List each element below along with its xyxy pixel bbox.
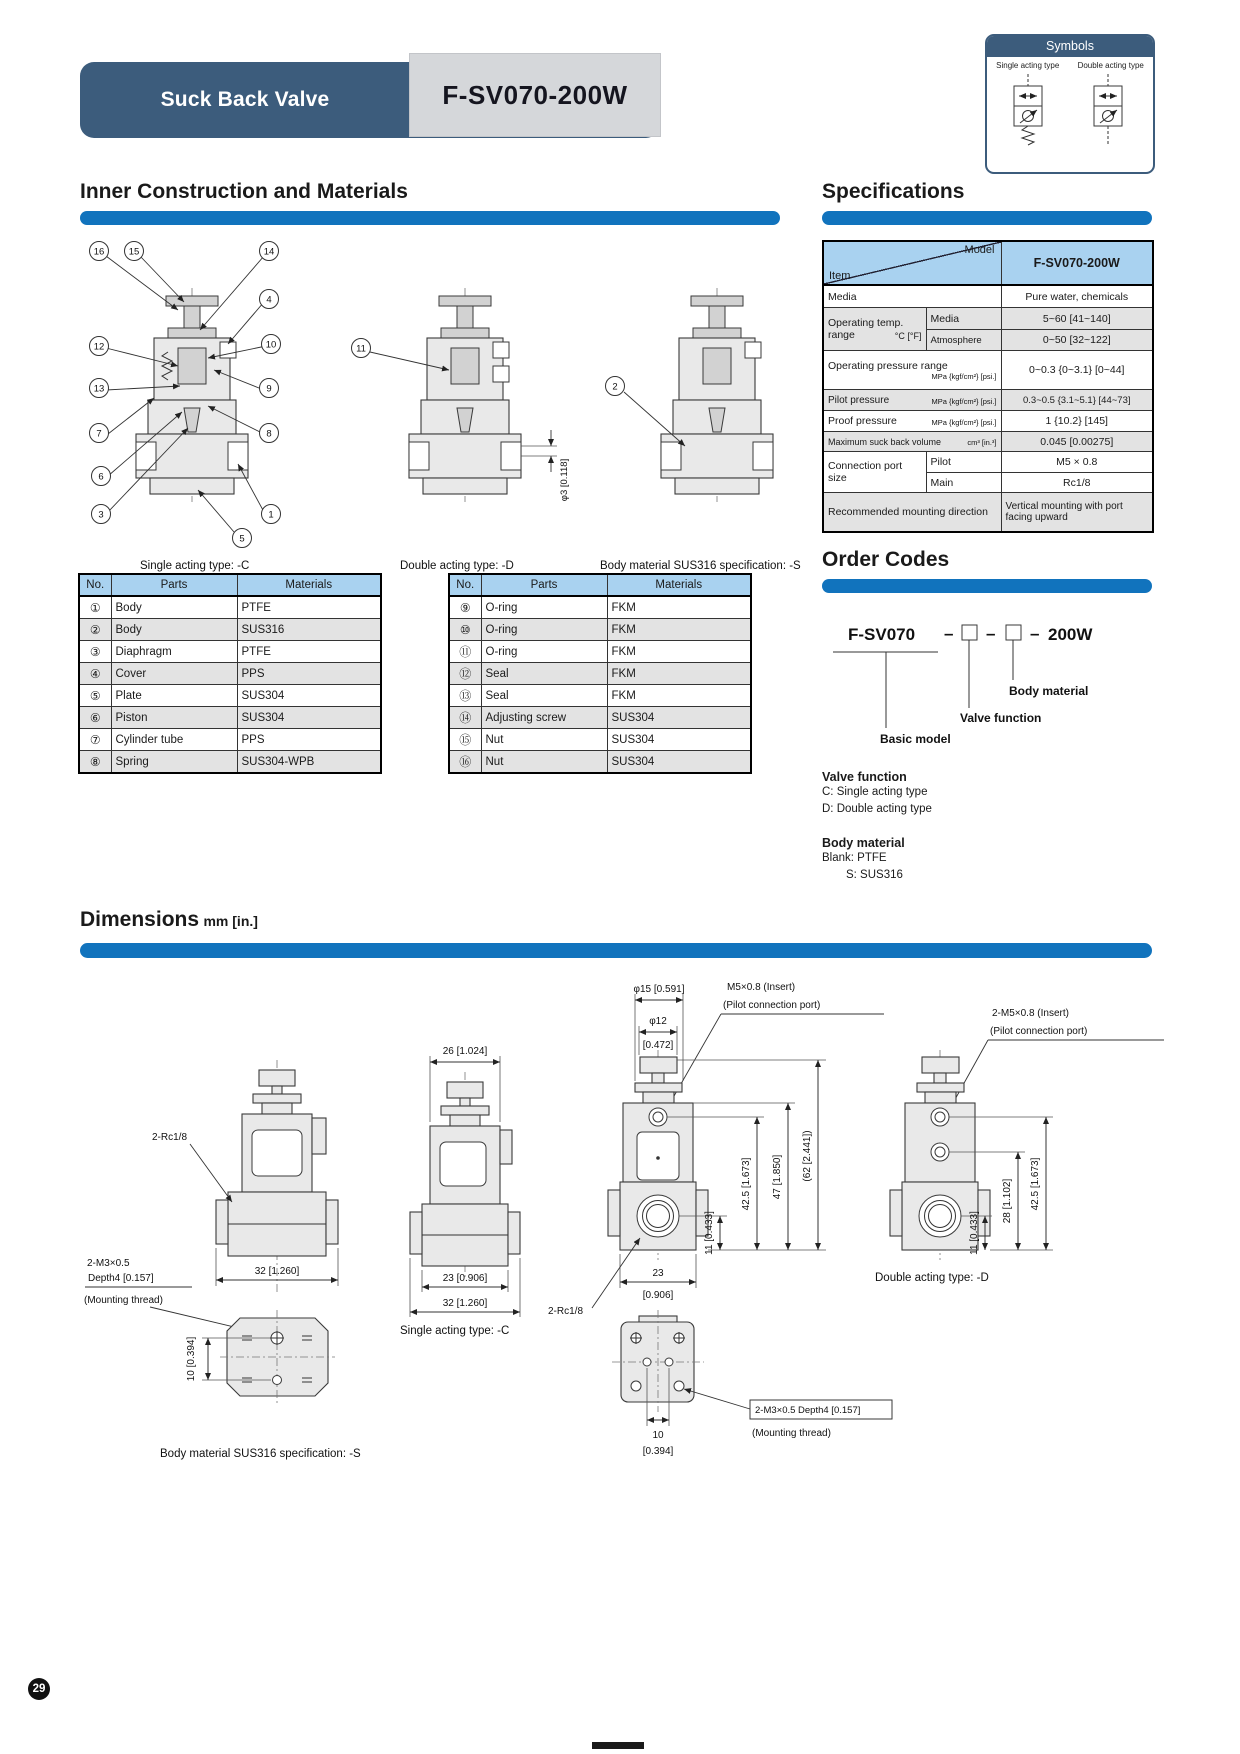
svg-text:10: 10 [265, 339, 277, 351]
spec-row-media [823, 285, 1153, 308]
part-material: PPS [237, 663, 381, 685]
connection-label-line2: size [828, 472, 847, 484]
valve-symbols-diagram [987, 70, 1149, 162]
order-label-valve: Valve function [960, 711, 1042, 725]
c-insert-label: M5×0.8 (Insert) [727, 982, 796, 993]
d-h28-dim: 28 [1.102] [1002, 1178, 1013, 1224]
print-registration-mark [592, 1742, 644, 1749]
dims-section-title [80, 908, 258, 932]
spec-row-mounting [823, 493, 1153, 533]
caption-sus316: Body material SUS316 specification: -S [600, 560, 801, 572]
table-row [79, 619, 381, 641]
specs-model-header: F-SV070-200W [1001, 241, 1153, 285]
part-name: Piston [111, 707, 237, 729]
optemp-atmos-sublabel: Atmosphere [926, 330, 1001, 351]
callout-8 [260, 424, 279, 443]
part-name: Cover [111, 663, 237, 685]
product-category: Suck Back Valve [160, 88, 330, 111]
order-section-title: Order Codes [822, 548, 950, 571]
proof-pressure-value: 1 {10.2} [145] [1001, 411, 1153, 432]
c-h11-dim: 11 [0.433] [704, 1211, 715, 1255]
a-mount-line3: (Mounting thread) [84, 1295, 163, 1306]
table-row [449, 729, 751, 751]
connection-label-line1: Connection port [828, 460, 903, 472]
part-no: ⑮ [449, 729, 481, 751]
c-w23b-dim: [0.906] [642, 1290, 674, 1301]
body-material-option-s: S: SUS316 [846, 869, 903, 881]
a-mount-line1: 2-M3×0.5 [87, 1258, 130, 1269]
part-material: PPS [237, 729, 381, 751]
order-section-bar [822, 579, 1152, 593]
svg-text:12: 12 [93, 341, 105, 353]
part-material: PTFE [237, 641, 381, 663]
optemp-atmos-value: 0~50 [32~122] [1001, 330, 1153, 351]
c-h425-dim: 42.5 [1.673] [741, 1157, 752, 1211]
part-name: O-ring [481, 641, 607, 663]
symbols-double-label: Double acting type [1077, 61, 1144, 70]
valve-function-legend [822, 770, 1122, 818]
suckback-value: 0.045 [0.00275] [1001, 432, 1153, 452]
connection-label [823, 452, 926, 493]
svg-text:2: 2 [612, 381, 618, 393]
parts-right-col-materials: Materials [607, 574, 751, 596]
single-acting-symbol [1014, 74, 1042, 145]
spec-row-proof-pressure [823, 411, 1153, 432]
part-no: ⑯ [449, 751, 481, 774]
callout-12 [90, 337, 109, 356]
part-name: Diaphragm [111, 641, 237, 663]
callout-15 [125, 242, 144, 261]
mounting-label: Recommended mounting direction [823, 493, 1001, 533]
model-number: F-SV070-200W [442, 79, 628, 110]
parts-right-col-parts: Parts [481, 574, 607, 596]
svg-text:16: 16 [93, 246, 105, 258]
parts-table-right [448, 573, 752, 774]
oppress-unit: MPa {kgf/cm²} [psi.] [931, 371, 997, 381]
corner-model-label: Model [964, 244, 995, 256]
page-number: 29 [32, 1683, 46, 1695]
part-name: Plate [111, 685, 237, 707]
suckback-text: Maximum suck back volume [828, 436, 942, 447]
part-name: Seal [481, 685, 607, 707]
part-no: ② [79, 619, 111, 641]
svg-text:11: 11 [356, 343, 366, 355]
parts-left-col-parts: Parts [111, 574, 237, 596]
callout-4 [260, 290, 279, 309]
a-port-label: 2-Rc1/8 [152, 1132, 188, 1143]
inner-section-bar [80, 211, 780, 225]
spec-row-conn-pilot [823, 452, 1153, 473]
table-row [449, 663, 751, 685]
order-label-basic: Basic model [880, 732, 951, 746]
table-row [449, 685, 751, 707]
order-box-body-material [1006, 625, 1021, 640]
part-name: Nut [481, 751, 607, 774]
callout-6 [92, 467, 111, 486]
part-no: ⑬ [449, 685, 481, 707]
specifications-table [822, 240, 1154, 533]
dims-unit-text: mm [in.] [203, 913, 258, 929]
table-row [449, 641, 751, 663]
cross-section-double-acting [345, 240, 625, 552]
valve-function-option-c: C: Single acting type [822, 786, 928, 798]
parts-right-col-no: No. [449, 574, 481, 596]
callout-7 [90, 424, 109, 443]
dim-drawing-double [860, 990, 1190, 1280]
callout-9 [260, 379, 279, 398]
svg-text:9: 9 [266, 383, 272, 395]
valve-function-title: Valve function [822, 770, 907, 784]
part-name: Adjusting screw [481, 707, 607, 729]
optemp-label-line2: range [828, 329, 855, 341]
suckback-unit: cm³ [in.³] [967, 437, 997, 447]
double-acting-symbol [1094, 74, 1122, 146]
spec-row-optemp-media [823, 308, 1153, 330]
table-row [79, 596, 381, 619]
d-pport-label: (Pilot connection port) [990, 1026, 1088, 1037]
part-name: Body [111, 619, 237, 641]
part-material: SUS316 [237, 619, 381, 641]
symbols-title: Symbols [987, 36, 1153, 57]
part-material: SUS304 [237, 685, 381, 707]
oppress-value: 0~0.3 {0~3.1} [0~44] [1001, 351, 1153, 390]
proof-pressure-unit: MPa {kgf/cm²} [psi.] [931, 418, 997, 427]
callout-10 [262, 335, 281, 354]
part-no: ① [79, 596, 111, 619]
body-material-option-blank: Blank: PTFE [822, 852, 887, 864]
part-no: ⑨ [449, 596, 481, 619]
part-name: Body [111, 596, 237, 619]
part-name: Spring [111, 751, 237, 774]
table-row [79, 641, 381, 663]
proof-pressure-label [823, 411, 1001, 432]
part-material: FKM [607, 641, 751, 663]
order-box-valve-function [962, 625, 977, 640]
b-caption: Single acting type: -C [400, 1325, 510, 1337]
table-row [449, 619, 751, 641]
pilot-pressure-text: Pilot pressure [828, 394, 890, 406]
part-no: ⑫ [449, 663, 481, 685]
part-no: ③ [79, 641, 111, 663]
svg-text:1: 1 [268, 509, 274, 521]
suckback-label [823, 432, 1001, 452]
dims-section-bar [80, 943, 1152, 958]
c-d12-dim: φ12 [649, 1016, 667, 1027]
specs-section-bar [822, 211, 1152, 225]
part-material: SUS304 [607, 707, 751, 729]
dims-title-text: Dimensions [80, 908, 200, 931]
c-mount-line1: 2-M3×0.5 Depth4 [0.157] [755, 1405, 861, 1416]
optemp-media-value: 5~60 [41~140] [1001, 308, 1153, 330]
c-d15-dim: φ15 [0.591] [633, 984, 685, 995]
part-material: FKM [607, 663, 751, 685]
conn-pilot-value: M5 × 0.8 [1001, 452, 1153, 473]
pilot-pressure-unit: MPa {kgf/cm²} [psi.] [931, 396, 997, 406]
pilot-pressure-value: 0.3~0.5 {3.1~5.1} [44~73] [1001, 390, 1153, 411]
body-material-title: Body material [822, 836, 905, 850]
order-code-diagram [822, 600, 1172, 760]
part-material: PTFE [237, 596, 381, 619]
callout-13 [90, 379, 109, 398]
conn-main-sublabel: Main [926, 473, 1001, 493]
c-mount-line2: (Mounting thread) [752, 1428, 831, 1439]
callout-11 [352, 339, 371, 358]
callout-5 [233, 529, 252, 548]
order-label-body: Body material [1009, 684, 1089, 698]
table-row [449, 596, 751, 619]
b-w23-dim: 23 [0.906] [442, 1273, 488, 1284]
model-number-box [410, 54, 660, 136]
specs-section-title: Specifications [822, 180, 965, 203]
svg-text:15: 15 [128, 246, 140, 258]
order-dash-1: – [944, 624, 954, 643]
d-caption: Double acting type: -D [875, 1272, 989, 1284]
mounting-value: Vertical mounting with port facing upward [1001, 493, 1153, 533]
part-no: ⑩ [449, 619, 481, 641]
table-row [449, 751, 751, 774]
media-value: Pure water, chemicals [1001, 285, 1153, 308]
optemp-media-sublabel: Media [926, 308, 1001, 330]
c-d12b-dim: [0.472] [642, 1040, 674, 1051]
dim-drawing-pilot [540, 960, 900, 1480]
spec-row-oppress [823, 351, 1153, 390]
specs-corner-cell [823, 241, 1001, 285]
callout-3 [92, 505, 111, 524]
b-top-dim: 26 [1.024] [442, 1046, 488, 1057]
corner-item-label: Item [829, 270, 851, 282]
inner-section-title: Inner Construction and Materials [80, 180, 408, 203]
svg-text:4: 4 [266, 294, 272, 306]
part-name: Nut [481, 729, 607, 751]
a-width-dim: 32 [1.260] [254, 1266, 300, 1277]
table-row [79, 707, 381, 729]
c-h62-dim: (62 [2.441]) [802, 1130, 813, 1182]
part-name: Seal [481, 663, 607, 685]
svg-text:3: 3 [98, 509, 104, 521]
part-material: SUS304-WPB [237, 751, 381, 774]
a-caption: Body material SUS316 specification: -S [160, 1448, 361, 1460]
svg-text:6: 6 [98, 471, 104, 483]
part-no: ⑭ [449, 707, 481, 729]
svg-text:8: 8 [266, 428, 272, 440]
part-material: FKM [607, 596, 751, 619]
c-pport-label: (Pilot connection port) [723, 1000, 821, 1011]
part-name: Cylinder tube [111, 729, 237, 751]
page-number-badge [28, 1678, 50, 1700]
caption-double-acting: Double acting type: -D [400, 560, 514, 572]
part-material: SUS304 [607, 751, 751, 774]
valve-function-option-d: D: Double acting type [822, 803, 932, 815]
oppress-label-line1: Operating pressure range [828, 359, 948, 372]
svg-text:7: 7 [96, 428, 102, 440]
table-row [449, 707, 751, 729]
b-w32-dim: 32 [1.260] [442, 1298, 488, 1309]
part-material: FKM [607, 619, 751, 641]
optemp-label [823, 308, 926, 351]
c-w23-dim: 23 [652, 1268, 664, 1279]
d-h11-dim: 11 [0.433] [969, 1211, 980, 1255]
order-dash-2: – [986, 624, 996, 643]
part-no: ⑤ [79, 685, 111, 707]
callout-1 [262, 505, 281, 524]
table-row [79, 685, 381, 707]
body-material-legend [822, 836, 1122, 884]
a-mount-line2: Depth4 [0.157] [88, 1273, 154, 1284]
svg-text:14: 14 [263, 246, 275, 258]
dim-drawing-sus316 [80, 1050, 420, 1470]
conn-pilot-sublabel: Pilot [926, 452, 1001, 473]
part-no: ⑪ [449, 641, 481, 663]
optemp-label-line1: Operating temp. [828, 317, 904, 329]
media-label: Media [823, 285, 1001, 308]
order-basic-model: F-SV070 [848, 625, 916, 644]
conn-main-value: Rc1/8 [1001, 473, 1153, 493]
callout-14 [260, 242, 279, 261]
spec-row-pilot-pressure [823, 390, 1153, 411]
parts-left-col-materials: Materials [237, 574, 381, 596]
order-suffix: 200W [1048, 625, 1093, 644]
parts-left-col-no: No. [79, 574, 111, 596]
spec-row-suckback [823, 432, 1153, 452]
order-dash-3: – [1030, 624, 1040, 643]
optemp-unit: °C [°F] [894, 331, 922, 341]
table-row [79, 663, 381, 685]
c-tenb-dim: [0.394] [642, 1446, 674, 1457]
part-name: O-ring [481, 596, 607, 619]
part-no: ⑥ [79, 707, 111, 729]
part-no: ④ [79, 663, 111, 685]
a-ten-dim: 10 [0.394] [186, 1336, 197, 1382]
pilot-pressure-label [823, 390, 1001, 411]
caption-single-acting: Single acting type: -C [140, 560, 250, 572]
callout-16 [90, 242, 109, 261]
part-material: SUS304 [237, 707, 381, 729]
part-no: ⑧ [79, 751, 111, 774]
d-insert-label: 2-M5×0.8 (Insert) [992, 1008, 1069, 1019]
cross-section-single-acting [78, 240, 358, 552]
table-row [79, 729, 381, 751]
c-port-label: 2-Rc1/8 [548, 1306, 584, 1317]
proof-pressure-text: Proof pressure [828, 415, 897, 427]
part-no: ⑦ [79, 729, 111, 751]
callout-2 [606, 377, 625, 396]
part-material: SUS304 [607, 729, 751, 751]
table-row [79, 751, 381, 774]
svg-text:13: 13 [93, 383, 105, 395]
symbols-single-label: Single acting type [996, 61, 1060, 70]
parts-table-left [78, 573, 382, 774]
svg-text:5: 5 [239, 533, 245, 545]
phi3-dimension: φ3 [0.118] [559, 458, 570, 502]
c-ten-dim: 10 [652, 1430, 664, 1441]
part-material: FKM [607, 685, 751, 707]
oppress-label [823, 351, 1001, 390]
part-name: O-ring [481, 619, 607, 641]
symbols-panel [985, 34, 1155, 174]
c-h47-dim: 47 [1.850] [772, 1154, 783, 1200]
d-h425-dim: 42.5 [1.673] [1030, 1157, 1041, 1211]
